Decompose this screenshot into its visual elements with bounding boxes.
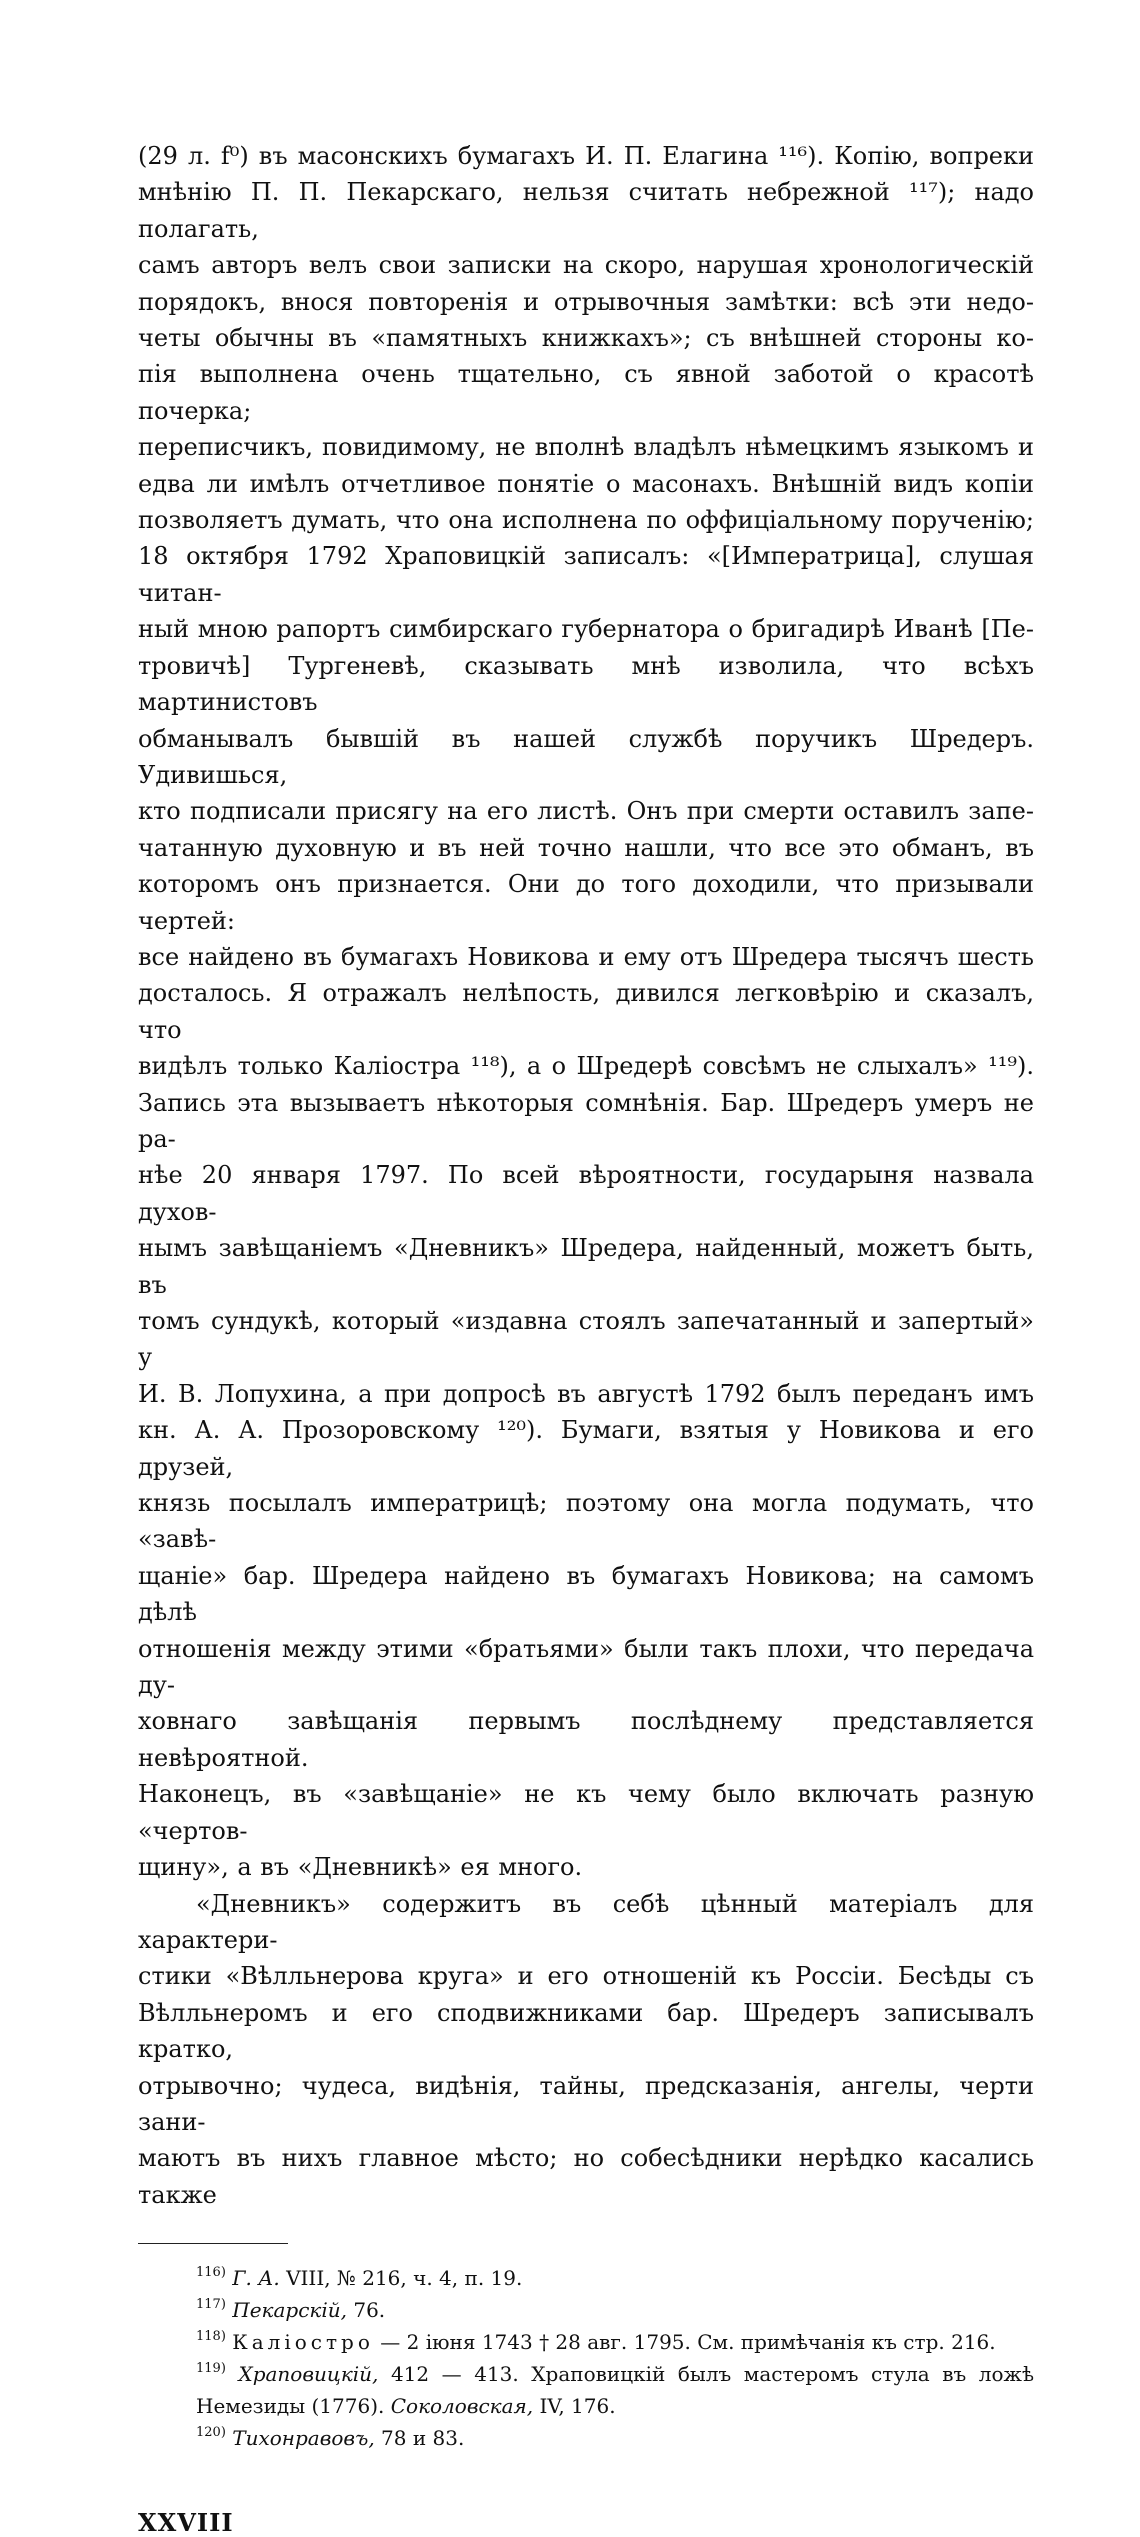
footnote-source: Г. А.: [232, 2266, 280, 2291]
footnotes: [138, 2262, 1034, 2454]
text-line: И. В. Лопухина, а при допросѣ въ августѣ 1792 былъ переданъ имъ: [138, 1379, 1034, 1408]
text-line: (29 л. f⁰) въ масонскихъ бумагахъ И. П. Елагина ¹¹⁶). Копію, вопреки: [138, 142, 1034, 170]
text-line: маютъ въ нихъ главное мѣсто; но собесѣдники нерѣдко касались также: [138, 2144, 1034, 2209]
footnote-text: 78 и 83.: [374, 2426, 465, 2451]
text-line: щину», а въ «Дневникѣ» ея много.: [138, 1853, 583, 1882]
text-line: ховнаго завѣщанія первымъ послѣднему представляется невѣроятной.: [138, 1707, 1034, 1772]
footnote-number: 117): [196, 2297, 226, 2313]
text-line: которомъ онъ признается. Они до того доходили, что призывали чертей:: [138, 870, 1034, 935]
footnote-118: [138, 2326, 1034, 2358]
text-line: мнѣнію П. П. Пекарскаго, нельзя считать небрежной ¹¹⁷); надо полагать,: [138, 178, 1034, 243]
footnote-source: Пекарскій,: [232, 2298, 347, 2323]
text-line: «Дневникъ» содержитъ въ себѣ цѣнный матеріалъ для характери-: [138, 1889, 1034, 1954]
text-line: переписчикъ, повидимому, не вполнѣ владѣлъ нѣмецкимъ языкомъ и: [138, 433, 1034, 462]
footnote-source: Тихонравовъ,: [232, 2426, 375, 2451]
text-line: обманывалъ бывшій въ нашей службѣ поручикъ Шредеръ. Удивишься,: [138, 724, 1034, 789]
text-line: нѣе 20 января 1797. По всей вѣроятности, государыня назвала духов-: [138, 1161, 1034, 1226]
text-line: ный мною рапортъ симбирскаго губернатора о бригадирѣ Иванѣ [Пе-: [138, 615, 1034, 644]
text-line: самъ авторъ велъ свои записки на скоро, нарушая хронологическій: [138, 251, 1034, 280]
footnote-116: [138, 2262, 1034, 2294]
text-line: досталось. Я отражалъ нелѣпость, дивился легковѣрію и сказалъ, что: [138, 979, 1034, 1044]
text-line: 18 октября 1792 Храповицкій записалъ: «[Императрица], слушая читан-: [138, 542, 1034, 607]
footnote-text: 76.: [346, 2298, 386, 2323]
text-line: четы обычны въ «памятныхъ книжкахъ»; съ внѣшней стороны ко-: [138, 324, 1034, 353]
text-line: Наконецъ, въ «завѣщаніе» не къ чему было включать разную «чертов-: [138, 1780, 1034, 1845]
footnote-text: 412 — 413. Храповицкій былъ мастеромъ стула въ ложѣ Немезиды (1776).: [196, 2362, 1035, 2419]
text-line: щаніе» бар. Шредера найдено въ бумагахъ Новикова; на самомъ дѣлѣ: [138, 1561, 1034, 1627]
footnote-number: 119): [196, 2361, 226, 2377]
footnote-number: 118): [196, 2329, 226, 2345]
text-line: томъ сундукѣ, который «издавна стоялъ запечатанный и запертый» у: [138, 1307, 1034, 1372]
footnote-text: IV, 176.: [533, 2394, 616, 2419]
text-line: кто подписали присягу на его листѣ. Онъ при смерти оставилъ запе-: [138, 797, 1034, 826]
text-line: видѣлъ только Каліостра ¹¹⁸), а о Шредерѣ совсѣмъ не слыхалъ» ¹¹⁹).: [138, 1052, 1034, 1081]
text-line: чатанную духовную и въ ней точно нашли, что все это обманъ, въ: [138, 833, 1034, 862]
footnote-number: 120): [196, 2425, 226, 2441]
text-line: позволяетъ думать, что она исполнена по оффиціальному порученію;: [138, 506, 1034, 535]
text-line: едва ли имѣлъ отчетливое понятіе о масонахъ. Внѣшній видъ копіи: [138, 469, 1034, 498]
footnote-117: [138, 2294, 1034, 2326]
text-line: стики «Вѣлльнерова круга» и его отношеній къ Россіи. Бесѣды съ: [138, 1962, 1034, 1991]
footnote-text: — 2 іюня 1743 † 28 авг. 1795. См. примѣчанія къ стр. 216.: [373, 2330, 996, 2355]
text-line: отношенія между этими «братьями» были такъ плохи, что передача ду-: [138, 1634, 1034, 1700]
text-line: кн. А. А. Прозоровскому ¹²⁰). Бумаги, взятыя у Новикова и его друзей,: [138, 1416, 1034, 1481]
text-line: все найдено въ бумагахъ Новикова и ему отъ Шредера тысячъ шесть: [138, 942, 1034, 971]
page-number: XXVIII: [138, 2508, 234, 2537]
footnote-120: [138, 2422, 1034, 2454]
footnote-spaced-name: Каліостро: [232, 2330, 374, 2355]
footnote-119: [138, 2358, 1034, 2422]
text-line: нымъ завѣщаніемъ «Дневникъ» Шредера, найденный, можетъ быть, въ: [138, 1234, 1034, 1299]
footnote-source: Храповицкій,: [238, 2362, 379, 2387]
text-line: Запись эта вызываетъ нѣкоторыя сомнѣнія. Бар. Шредеръ умеръ не ра-: [138, 1088, 1034, 1153]
footnote-text: VIII, № 216, ч. 4, п. 19.: [279, 2266, 523, 2291]
footnote-number: 116): [196, 2265, 226, 2281]
text-line: порядокъ, внося повторенія и отрывочныя замѣтки: всѣ эти недо-: [138, 287, 1034, 316]
footnote-source: Соколовская,: [390, 2394, 534, 2419]
text-line: тровичѣ] Тургеневѣ, сказывать мнѣ изволила, что всѣхъ мартинистовъ: [138, 651, 1034, 717]
text-line: пія выполнена очень тщательно, съ явной заботой о красотѣ почерка;: [138, 360, 1034, 425]
text-line: отрывочно; чудеса, видѣнія, тайны, предсказанія, ангелы, черти зани-: [138, 2071, 1034, 2136]
text-line: князь посылалъ императрицѣ; поэтому она могла подумать, что «завѣ-: [138, 1489, 1034, 1554]
page: [138, 138, 1034, 2537]
main-text: [138, 138, 1034, 2213]
footnote-divider: [138, 2243, 288, 2244]
text-line: Вѣлльнеромъ и его сподвижниками бар. Шредеръ записывалъ кратко,: [138, 1998, 1034, 2064]
